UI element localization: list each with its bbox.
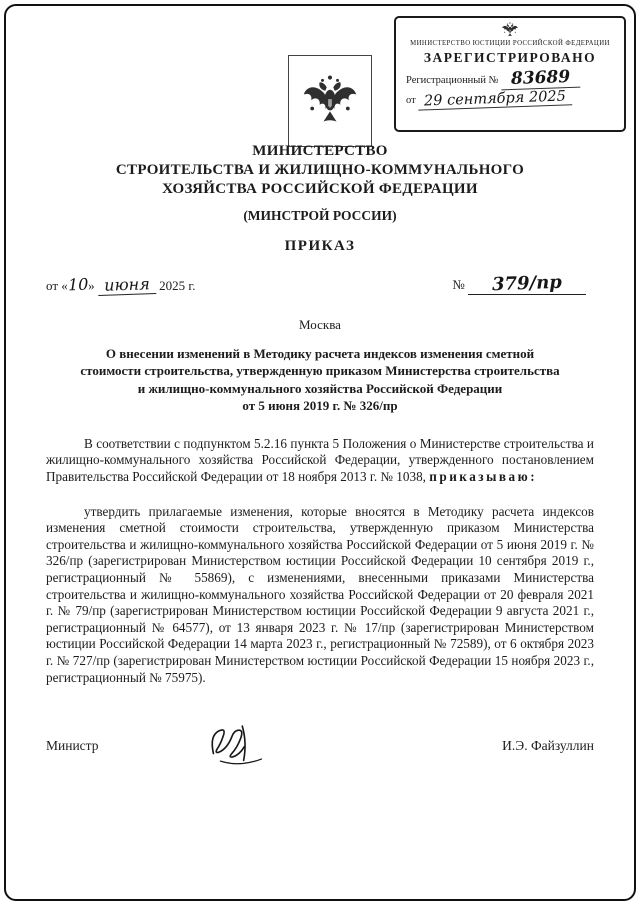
stamp-reg-number-label: Регистрационный № xyxy=(406,75,499,86)
body-paragraph-1-text: В соответствии с подпунктом 5.2.16 пункта 5 Положения о Министерстве строительства и жилищно-коммунального хозяйства Российской Федерации, утвержденного постановлением Правительства Российской Федерации от 18 ноября 2013 г. № 1038, xyxy=(46,435,594,485)
order-subject-line3: и жилищно-коммунального хозяйства Российской Федерации xyxy=(137,380,503,396)
number-value-handwritten: 379/пр xyxy=(491,272,563,296)
minister-signature xyxy=(197,720,293,772)
ministry-short-name: (МИНСТРОЙ РОССИИ) xyxy=(243,208,397,224)
date-year: 2025 г. xyxy=(159,278,196,294)
stamp-registered-label: ЗАРЕГИСТРИРОВАНО xyxy=(423,50,597,65)
signer-name: И.Э. Файзуллин xyxy=(502,738,594,754)
order-subject-line4: от 5 июня 2019 г. № 326/пр xyxy=(242,397,398,413)
ministry-title-line3: ХОЗЯЙСТВА РОССИЙСКОЙ ФЕДЕРАЦИИ xyxy=(162,180,478,197)
prikazyvayu-emphasis: приказываю: xyxy=(429,469,538,485)
date-month-handwritten: июня xyxy=(98,274,157,296)
city-label: Москва xyxy=(299,317,341,333)
date-number-row xyxy=(46,273,594,295)
document-type-title: ПРИКАЗ xyxy=(284,238,356,255)
body-paragraph-2: утвердить прилагаемые изменения, которые вносятся в Методику расчета индексов изменения сметной стоимости строительства, утвержденную приказом Министерства строительства и жилищно-коммунального хозяйства Российской Федерации от 5 июня 2019 г. № 326/пр (зарегистрирован Министерством юстиции Российской Федерации 10 сентября 2019 г., регистрационный № 55869), с изменениями, внесенными приказами Министерства строительства и жилищно-коммунального хозяйства Российской Федерации от 20 февраля 2021 г. № 79/пр (зарегистрирован Министерством юстиции Российской Федерации 9 августа 2021 г., регистрационный № 64577), от 13 января 2023 г. № 17/пр (зарегистрирован Министерством юстиции Российской Федерации 14 марта 2023 г., регистрационный № 72589), от 6 октября 2023 г. № 727/пр (зарегистрирован Министерством юстиции Российской Федерации 15 ноября 2023 г., регистрационный № 75975). xyxy=(46,503,594,685)
signer-post: Министр xyxy=(46,738,99,754)
date-day-handwritten: 10 xyxy=(67,274,89,295)
body-paragraph-1 xyxy=(46,436,594,486)
stamp-date-value: 29 сентября 2025 xyxy=(418,88,572,110)
document-number xyxy=(452,273,594,295)
number-label: № xyxy=(452,277,465,293)
order-subject-line2: стоимости строительства, утвержденную приказом Министерства строительства xyxy=(80,363,560,379)
number-underline xyxy=(468,273,586,295)
stamp-date-label: от xyxy=(406,95,416,106)
document-date xyxy=(46,275,196,295)
order-subject xyxy=(46,345,594,414)
signature-row xyxy=(46,720,594,772)
ministry-title-line1: МИНИСТЕРСТВО xyxy=(252,143,388,159)
ministry-title xyxy=(46,142,594,198)
date-prefix: от « xyxy=(46,278,68,294)
stamp-reg-number-value: 83689 xyxy=(501,67,581,91)
order-subject-line1: О внесении изменений в Методику расчета индексов изменения сметной xyxy=(105,346,535,362)
stamp-ministry-name: МИНИСТЕРСТВО ЮСТИЦИИ РОССИЙСКОЙ ФЕДЕРАЦИИ xyxy=(410,40,610,47)
date-quote-close: » xyxy=(88,278,95,294)
ministry-title-line2: СТРОИТЕЛЬСТВА И ЖИЛИЩНО-КОММУНАЛЬНОГО xyxy=(115,161,525,178)
